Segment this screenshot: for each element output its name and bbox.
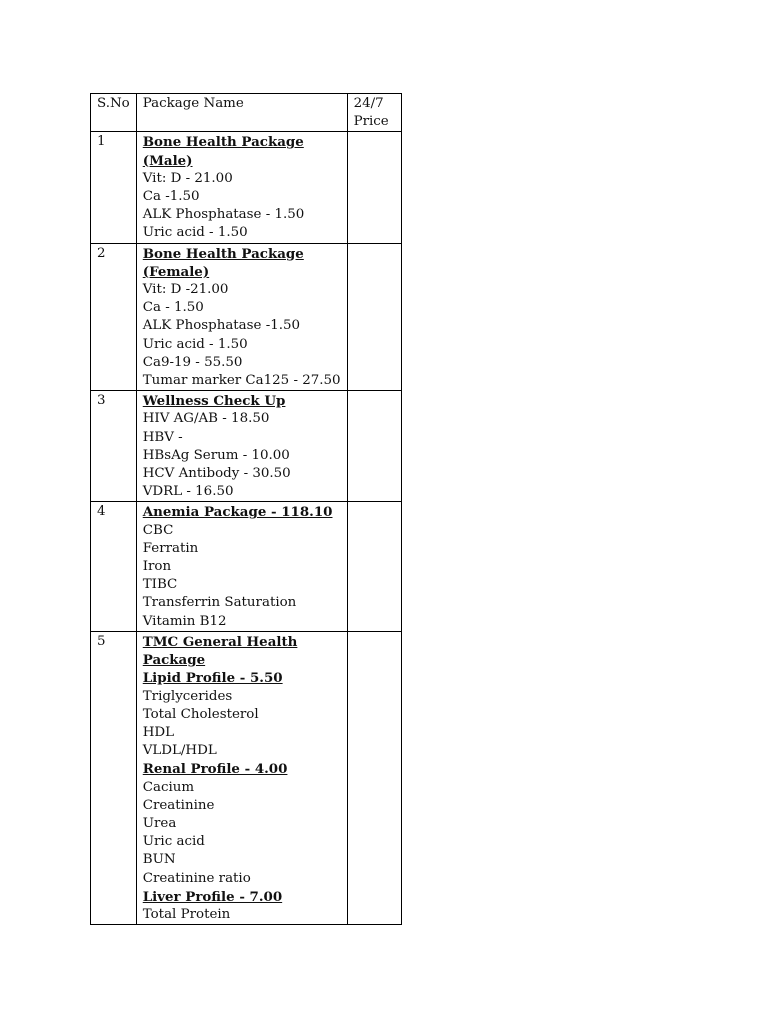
test-item: Creatinine ratio [142,870,251,886]
test-item: Ferratin [142,540,199,556]
package-heading: TMC General Health Package [142,633,298,669]
test-item: Vitamin B12 [142,613,227,629]
package-heading: Renal Profile - 4.00 [142,761,288,778]
test-item: Uric acid - 1.50 [142,225,248,241]
test-item: Creatinine [142,797,215,813]
header-price: 24/7 Price [347,94,401,132]
row-price [347,502,401,631]
header-row [91,94,402,132]
test-item: Iron [142,559,172,575]
packages-table-body [91,94,402,925]
row-package-details [136,243,347,391]
test-item: Uric acid - 1.50 [142,336,248,352]
row-price [347,391,401,502]
test-item: Vit: D -21.00 [142,282,229,298]
test-item: Cacium [142,779,195,795]
row-price [347,631,401,924]
table-row [91,391,402,502]
test-item: Ca -1.50 [142,189,200,205]
test-item: TIBC [142,577,178,593]
test-item: ALK Phosphatase -1.50 [142,318,301,334]
row-package-details [136,502,347,631]
table-row [91,631,402,924]
package-heading: Bone Health Package (Male) [142,134,304,169]
row-price [347,132,401,243]
test-item: Transferrin Saturation [142,595,297,611]
package-heading: Anemia Package - 118.10 [142,504,333,521]
test-item: Vit: D - 21.00 [142,170,233,186]
row-sno: 4 [91,502,137,631]
packages-table [90,93,402,925]
test-item: Uric acid [142,834,205,850]
test-item: Triglycerides [142,688,233,704]
row-package-details [136,132,347,243]
test-item: BUN [142,852,176,868]
test-item: ALK Phosphatase - 1.50 [142,207,305,223]
row-sno: 3 [91,391,137,502]
test-item: HIV AG/AB - 18.50 [142,411,270,427]
test-item: VDRL - 16.50 [142,484,234,500]
row-sno: 5 [91,631,137,924]
table-row [91,502,402,631]
header-sno: S.No [91,94,137,132]
test-item: Total Protein [142,906,231,922]
test-item: Ca - 1.50 [142,300,204,316]
test-item: Total Cholesterol [142,706,259,722]
row-package-details [136,391,347,502]
table-row [91,243,402,391]
test-item: Urea [142,815,177,831]
package-heading: Liver Profile - 7.00 [142,888,283,905]
test-item: VLDL/HDL [142,743,217,759]
package-heading: Bone Health Package (Female) [142,245,304,280]
row-package-details [136,631,347,924]
test-item: HCV Antibody - 30.50 [142,466,291,482]
package-heading: Wellness Check Up [142,393,286,410]
test-item: CBC [142,522,174,538]
test-item: HBV - [142,429,183,445]
row-price [347,243,401,391]
header-package-name: Package Name [136,94,347,132]
table-row [91,132,402,243]
test-item: HDL [142,724,175,740]
test-item: HBsAg Serum - 10.00 [142,447,290,463]
test-item: Tumar marker Ca125 - 27.50 [142,373,341,389]
row-sno: 1 [91,132,137,243]
test-item: Ca9-19 - 55.50 [142,354,243,370]
row-sno: 2 [91,243,137,391]
package-heading: Lipid Profile - 5.50 [142,670,283,687]
